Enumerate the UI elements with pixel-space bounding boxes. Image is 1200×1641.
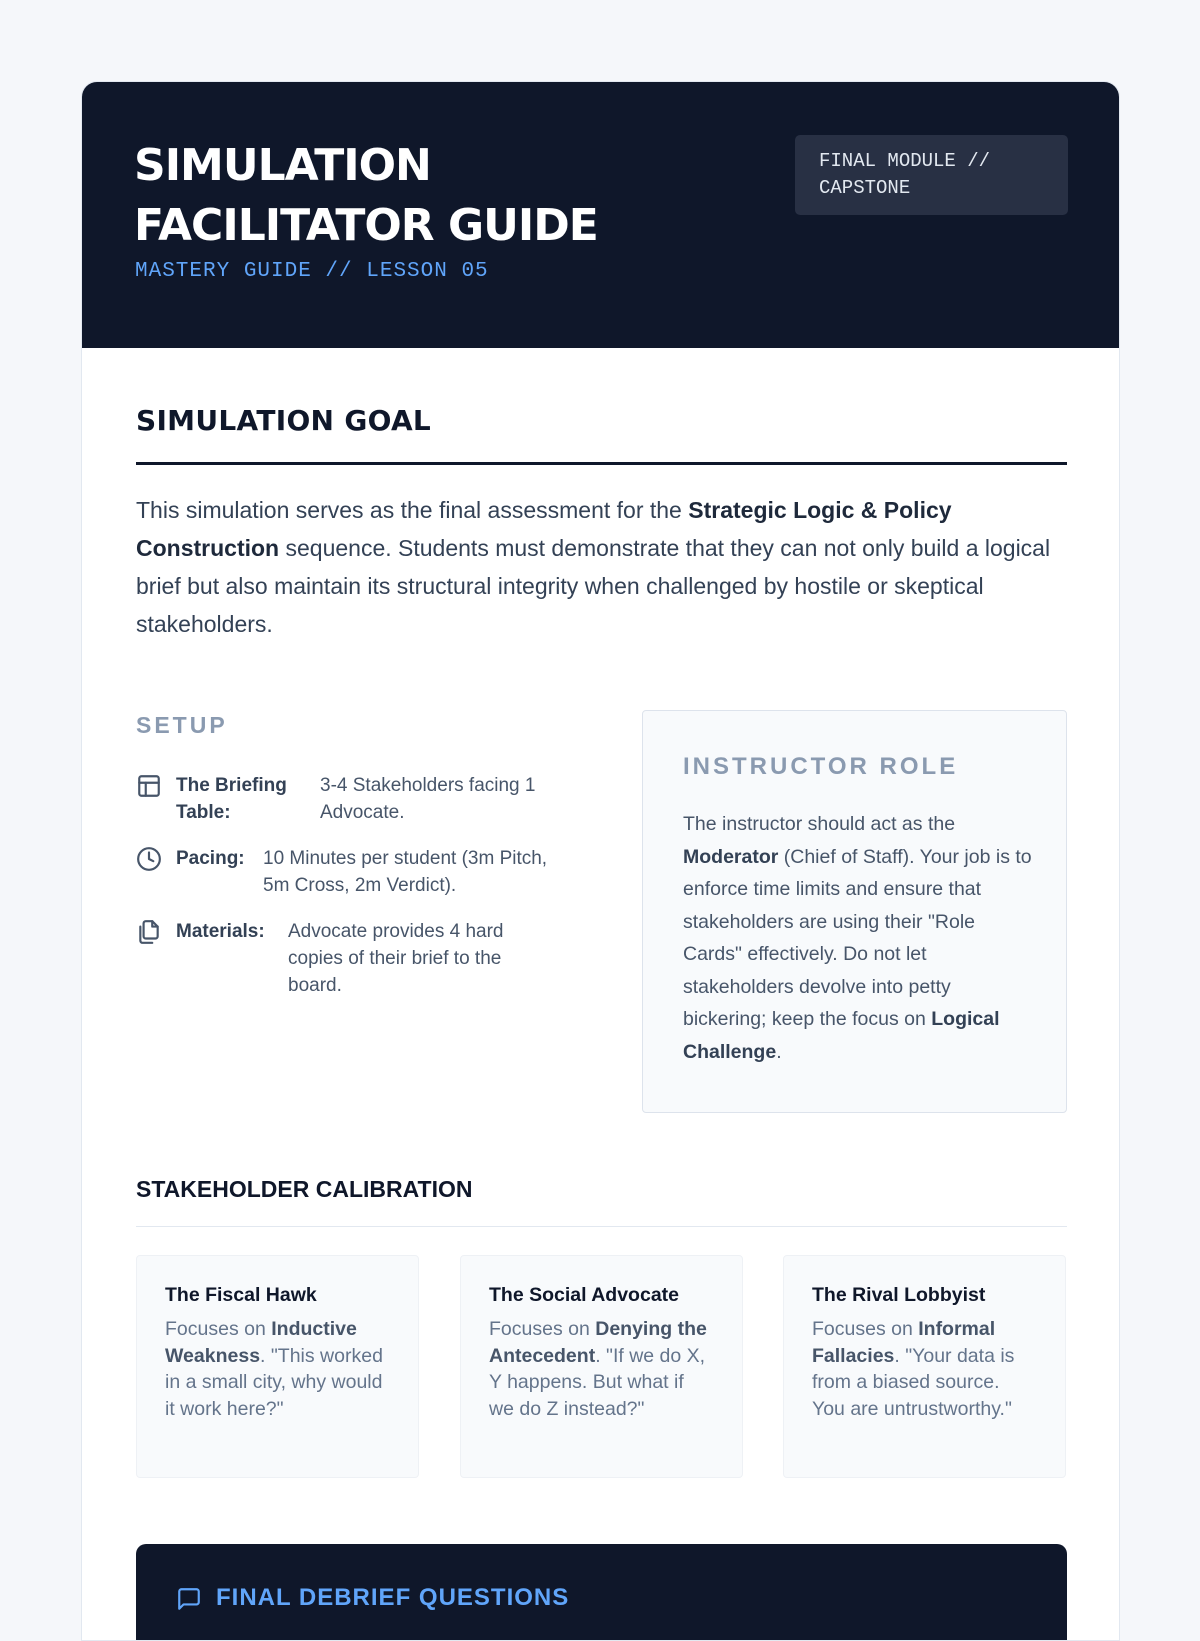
goal-text-bold: Strategic Logic & Policy Construction — [136, 497, 952, 561]
instructor-text-part: . — [776, 1040, 782, 1063]
stakeholder-card-text — [812, 1316, 1037, 1422]
module-badge: FINAL MODULE // CAPSTONE — [795, 135, 1068, 215]
stakeholder-card-text — [165, 1316, 390, 1422]
clock-icon — [136, 846, 162, 872]
stakeholder-card-text — [489, 1316, 714, 1422]
goal-text — [136, 491, 1061, 643]
instructor-heading: INSTRUCTOR ROLE — [683, 753, 959, 780]
instructor-text-bold: Moderator — [683, 845, 779, 868]
page-subtitle: MASTERY GUIDE // LESSON 05 — [135, 260, 489, 283]
setup-heading: SETUP — [136, 712, 228, 738]
instructor-text-bold: Logical Challenge — [683, 1008, 1000, 1063]
instructor-text-part: (Chief of Staff). Your job is to enforce time limits and ensure that stakeholders are using their "Role Cards" effectively. Do not let stakeholders devolve into petty bickering; keep the focus on — [683, 845, 1032, 1030]
stakeholder-card-focus: Denying the Antecedent — [489, 1318, 707, 1367]
stakeholder-card-quote: . "Your data is from a biased source. You are untrustworthy." — [812, 1344, 1015, 1420]
message-square-icon — [176, 1586, 202, 1612]
setup-item-value: Advocate provides 4 hard copies of their brief to the board. — [288, 921, 504, 996]
instructor-text — [683, 808, 1033, 1068]
instructor-role-panel — [642, 710, 1067, 1113]
stakeholder-card-focus: Informal Fallacies — [812, 1318, 996, 1367]
setup-item-label: Materials: — [176, 921, 265, 942]
stakeholder-card-title: The Rival Lobbyist — [812, 1284, 986, 1306]
setup-item-materials — [136, 918, 556, 1002]
stakeholder-card-prefix: Focuses on — [812, 1318, 919, 1340]
stakeholder-divider — [136, 1226, 1067, 1227]
copy-documents-icon — [136, 919, 162, 945]
guide-page — [81, 81, 1120, 1641]
goal-text-part: sequence. Students must demonstrate that they can not only build a logical brief but also maintain its structural integrity when challenged by hostile or skeptical stakeholders. — [136, 535, 1051, 637]
stakeholder-card-title: The Social Advocate — [489, 1284, 680, 1306]
guide-header — [82, 82, 1119, 348]
stakeholder-card-quote: . "This worked in a small city, why would it work here?" — [165, 1344, 383, 1420]
instructor-text-part: The instructor should act as the — [683, 813, 956, 835]
stakeholder-card-prefix: Focuses on — [489, 1318, 596, 1340]
setup-item-pacing — [136, 845, 556, 901]
goal-heading: SIMULATION GOAL — [136, 404, 432, 437]
layout-table-icon — [136, 773, 162, 799]
stakeholder-card-fiscal-hawk — [136, 1255, 419, 1478]
page-title: SIMULATION FACILITATOR GUIDE — [134, 140, 598, 251]
setup-item-value: 10 Minutes per student (3m Pitch, 5m Cross, 2m Verdict). — [263, 848, 548, 896]
setup-item-value: 3-4 Stakeholders facing 1 Advocate. — [320, 775, 536, 823]
stakeholder-card-quote: . "If we do X, Y happens. But what if we do Z instead?" — [489, 1344, 706, 1420]
stakeholder-card-title: The Fiscal Hawk — [165, 1284, 317, 1306]
goal-divider — [136, 462, 1067, 465]
stakeholder-card-social-advocate — [460, 1255, 743, 1478]
goal-text-part: This simulation serves as the final assessment for the — [136, 497, 689, 523]
debrief-panel — [136, 1544, 1067, 1641]
stakeholder-card-focus: Inductive Weakness — [165, 1318, 357, 1367]
setup-item-label: Pacing: — [176, 848, 245, 869]
stakeholder-heading: STAKEHOLDER CALIBRATION — [136, 1176, 473, 1202]
setup-item-briefing-table — [136, 772, 556, 828]
setup-item-label: The Briefing Table: — [176, 775, 287, 823]
stakeholder-card-prefix: Focuses on — [165, 1318, 272, 1340]
debrief-heading: FINAL DEBRIEF QUESTIONS — [216, 1584, 570, 1611]
stakeholder-card-rival-lobbyist — [783, 1255, 1066, 1478]
